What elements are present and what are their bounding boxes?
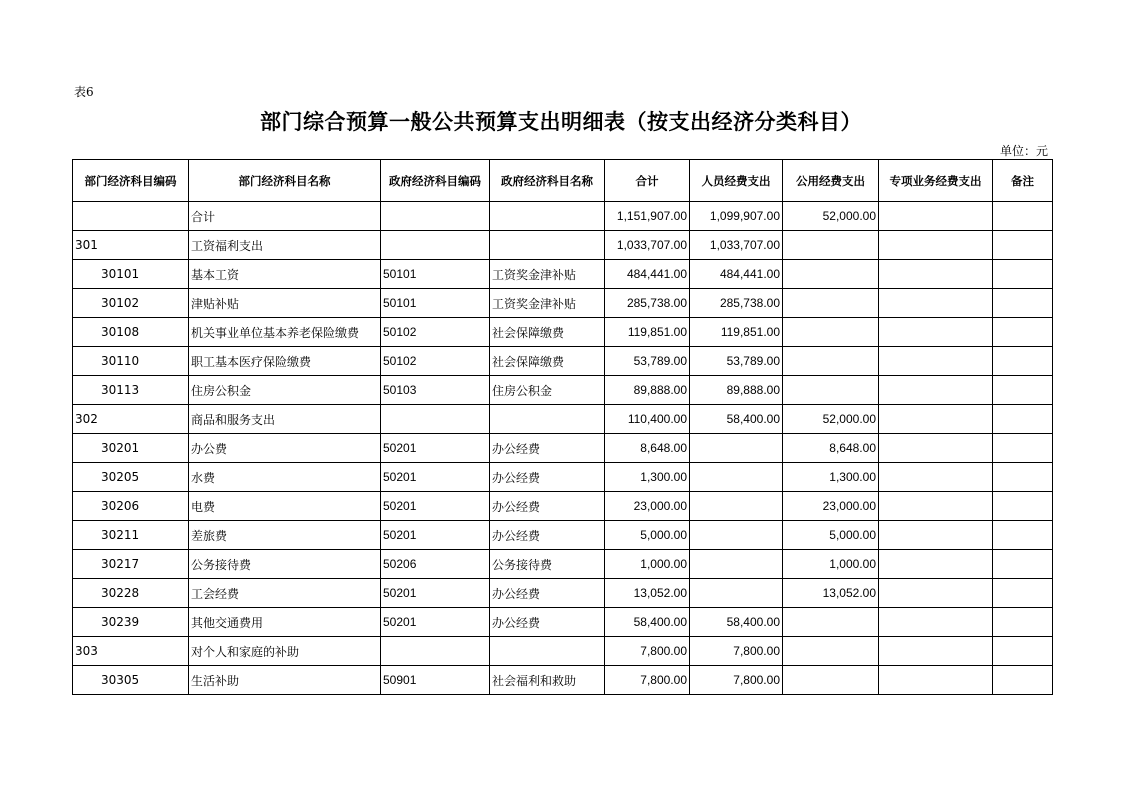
cell-total: 484,441.00 — [605, 260, 690, 289]
cell-gov-name: 住房公积金 — [490, 376, 605, 405]
cell-total: 58,400.00 — [605, 608, 690, 637]
cell-personnel — [690, 434, 783, 463]
cell-gov-code: 50102 — [381, 318, 490, 347]
cell-personnel: 89,888.00 — [690, 376, 783, 405]
cell-personnel: 484,441.00 — [690, 260, 783, 289]
cell-gov-code: 50102 — [381, 347, 490, 376]
table-row — [73, 202, 1053, 231]
page-title: 部门综合预算一般公共预算支出明细表（按支出经济分类科目） — [260, 110, 862, 134]
cell-gov-code: 50201 — [381, 608, 490, 637]
cell-total: 1,151,907.00 — [605, 202, 690, 231]
table-row — [73, 260, 1053, 289]
cell-public: 23,000.00 — [783, 492, 879, 521]
table-row — [73, 463, 1053, 492]
cell-gov-name — [490, 231, 605, 260]
table-row — [73, 608, 1053, 637]
cell-public — [783, 608, 879, 637]
cell-public — [783, 289, 879, 318]
cell-gov-name — [490, 405, 605, 434]
cell-public: 13,052.00 — [783, 579, 879, 608]
cell-public — [783, 376, 879, 405]
cell-personnel: 119,851.00 — [690, 318, 783, 347]
cell-gov-code: 50201 — [381, 463, 490, 492]
cell-gov-code: 50201 — [381, 521, 490, 550]
cell-public: 1,300.00 — [783, 463, 879, 492]
cell-dept-name: 基本工资 — [189, 260, 381, 289]
cell-dept-code: 302 — [73, 405, 189, 434]
cell-note — [993, 608, 1053, 637]
table-row — [73, 434, 1053, 463]
cell-dept-name: 工会经费 — [189, 579, 381, 608]
col-header-special: 专项业务经费支出 — [879, 160, 993, 202]
table-number: 表6 — [74, 85, 94, 99]
cell-total: 8,648.00 — [605, 434, 690, 463]
cell-public: 1,000.00 — [783, 550, 879, 579]
cell-gov-code: 50206 — [381, 550, 490, 579]
cell-personnel — [690, 463, 783, 492]
cell-dept-code: 30205 — [73, 463, 189, 492]
cell-personnel: 1,033,707.00 — [690, 231, 783, 260]
cell-special — [879, 521, 993, 550]
cell-gov-name: 办公经费 — [490, 521, 605, 550]
table-row — [73, 289, 1053, 318]
cell-total: 7,800.00 — [605, 637, 690, 666]
cell-special — [879, 637, 993, 666]
cell-personnel — [690, 521, 783, 550]
cell-public: 52,000.00 — [783, 405, 879, 434]
table-row — [73, 405, 1053, 434]
cell-note — [993, 492, 1053, 521]
cell-dept-code: 30101 — [73, 260, 189, 289]
cell-note — [993, 318, 1053, 347]
cell-public — [783, 231, 879, 260]
cell-dept-name: 水费 — [189, 463, 381, 492]
cell-dept-name: 商品和服务支出 — [189, 405, 381, 434]
cell-total: 1,300.00 — [605, 463, 690, 492]
cell-public: 5,000.00 — [783, 521, 879, 550]
cell-public — [783, 347, 879, 376]
cell-dept-name: 工资福利支出 — [189, 231, 381, 260]
cell-dept-code: 30108 — [73, 318, 189, 347]
col-header-total: 合计 — [605, 160, 690, 202]
cell-special — [879, 608, 993, 637]
cell-dept-name: 公务接待费 — [189, 550, 381, 579]
cell-public — [783, 318, 879, 347]
cell-gov-code: 50201 — [381, 492, 490, 521]
cell-special — [879, 202, 993, 231]
table-row — [73, 376, 1053, 405]
unit-label: 单位：元 — [999, 144, 1048, 158]
cell-dept-code: 30217 — [73, 550, 189, 579]
cell-total: 89,888.00 — [605, 376, 690, 405]
cell-gov-code: 50101 — [381, 260, 490, 289]
cell-gov-code — [381, 405, 490, 434]
cell-gov-name: 办公经费 — [490, 608, 605, 637]
table-row — [73, 637, 1053, 666]
cell-public: 8,648.00 — [783, 434, 879, 463]
cell-total: 110,400.00 — [605, 405, 690, 434]
cell-gov-name: 公务接待费 — [490, 550, 605, 579]
table-row — [73, 318, 1053, 347]
cell-gov-code — [381, 231, 490, 260]
cell-dept-code — [73, 202, 189, 231]
table-row — [73, 521, 1053, 550]
cell-dept-code: 30102 — [73, 289, 189, 318]
cell-gov-name: 办公经费 — [490, 463, 605, 492]
cell-total: 23,000.00 — [605, 492, 690, 521]
cell-personnel: 1,099,907.00 — [690, 202, 783, 231]
cell-personnel — [690, 579, 783, 608]
cell-total: 1,000.00 — [605, 550, 690, 579]
cell-dept-name: 差旅费 — [189, 521, 381, 550]
cell-total: 119,851.00 — [605, 318, 690, 347]
cell-note — [993, 289, 1053, 318]
cell-special — [879, 463, 993, 492]
cell-note — [993, 579, 1053, 608]
cell-public — [783, 666, 879, 695]
cell-public — [783, 637, 879, 666]
cell-dept-code: 30211 — [73, 521, 189, 550]
cell-special — [879, 434, 993, 463]
cell-personnel: 7,800.00 — [690, 666, 783, 695]
cell-gov-name — [490, 202, 605, 231]
table-row — [73, 347, 1053, 376]
cell-gov-code — [381, 202, 490, 231]
cell-special — [879, 376, 993, 405]
cell-personnel — [690, 492, 783, 521]
cell-gov-name: 工资奖金津补贴 — [490, 260, 605, 289]
cell-total: 13,052.00 — [605, 579, 690, 608]
table-row — [73, 492, 1053, 521]
cell-personnel — [690, 550, 783, 579]
cell-special — [879, 550, 993, 579]
cell-note — [993, 202, 1053, 231]
cell-special — [879, 405, 993, 434]
cell-gov-name: 社会福利和救助 — [490, 666, 605, 695]
cell-total: 7,800.00 — [605, 666, 690, 695]
cell-gov-code: 50103 — [381, 376, 490, 405]
cell-personnel: 58,400.00 — [690, 405, 783, 434]
cell-note — [993, 550, 1053, 579]
cell-special — [879, 289, 993, 318]
cell-special — [879, 231, 993, 260]
cell-dept-name: 办公费 — [189, 434, 381, 463]
cell-dept-name: 合计 — [189, 202, 381, 231]
cell-note — [993, 347, 1053, 376]
header-row — [73, 160, 1053, 202]
cell-personnel: 285,738.00 — [690, 289, 783, 318]
cell-dept-code: 30113 — [73, 376, 189, 405]
cell-dept-code: 301 — [73, 231, 189, 260]
cell-dept-code: 30305 — [73, 666, 189, 695]
cell-gov-name: 社会保障缴费 — [490, 347, 605, 376]
cell-dept-code: 30201 — [73, 434, 189, 463]
cell-gov-code: 50101 — [381, 289, 490, 318]
cell-total: 53,789.00 — [605, 347, 690, 376]
cell-gov-name: 社会保障缴费 — [490, 318, 605, 347]
cell-dept-code: 303 — [73, 637, 189, 666]
cell-special — [879, 347, 993, 376]
cell-gov-name: 办公经费 — [490, 492, 605, 521]
cell-dept-code: 30228 — [73, 579, 189, 608]
cell-dept-name: 津贴补贴 — [189, 289, 381, 318]
cell-total: 5,000.00 — [605, 521, 690, 550]
cell-note — [993, 521, 1053, 550]
cell-dept-name: 机关事业单位基本养老保险缴费 — [189, 318, 381, 347]
cell-gov-code: 50901 — [381, 666, 490, 695]
cell-note — [993, 463, 1053, 492]
col-header-gov-name: 政府经济科目名称 — [490, 160, 605, 202]
table-row — [73, 666, 1053, 695]
cell-dept-name: 生活补助 — [189, 666, 381, 695]
cell-note — [993, 376, 1053, 405]
cell-personnel: 58,400.00 — [690, 608, 783, 637]
cell-dept-name: 对个人和家庭的补助 — [189, 637, 381, 666]
cell-note — [993, 434, 1053, 463]
cell-gov-name — [490, 637, 605, 666]
cell-total: 285,738.00 — [605, 289, 690, 318]
cell-dept-name: 电费 — [189, 492, 381, 521]
cell-special — [879, 492, 993, 521]
cell-gov-code: 50201 — [381, 434, 490, 463]
col-header-gov-code: 政府经济科目编码 — [381, 160, 490, 202]
cell-gov-name: 办公经费 — [490, 434, 605, 463]
cell-public: 52,000.00 — [783, 202, 879, 231]
cell-dept-name: 职工基本医疗保险缴费 — [189, 347, 381, 376]
cell-gov-name: 工资奖金津补贴 — [490, 289, 605, 318]
cell-dept-code: 30239 — [73, 608, 189, 637]
cell-special — [879, 318, 993, 347]
cell-gov-code — [381, 637, 490, 666]
cell-dept-name: 住房公积金 — [189, 376, 381, 405]
budget-table — [72, 159, 1053, 695]
cell-special — [879, 579, 993, 608]
cell-dept-name: 其他交通费用 — [189, 608, 381, 637]
cell-note — [993, 637, 1053, 666]
col-header-personnel: 人员经费支出 — [690, 160, 783, 202]
cell-total: 1,033,707.00 — [605, 231, 690, 260]
table-row — [73, 231, 1053, 260]
col-header-note: 备注 — [993, 160, 1053, 202]
cell-public — [783, 260, 879, 289]
cell-note — [993, 260, 1053, 289]
cell-note — [993, 231, 1053, 260]
cell-gov-name: 办公经费 — [490, 579, 605, 608]
cell-special — [879, 260, 993, 289]
table-row — [73, 579, 1053, 608]
cell-personnel: 7,800.00 — [690, 637, 783, 666]
cell-note — [993, 405, 1053, 434]
cell-note — [993, 666, 1053, 695]
cell-dept-code: 30206 — [73, 492, 189, 521]
cell-gov-code: 50201 — [381, 579, 490, 608]
col-header-dept-code: 部门经济科目编码 — [73, 160, 189, 202]
col-header-dept-name: 部门经济科目名称 — [189, 160, 381, 202]
cell-dept-code: 30110 — [73, 347, 189, 376]
table-row — [73, 550, 1053, 579]
col-header-public: 公用经费支出 — [783, 160, 879, 202]
cell-special — [879, 666, 993, 695]
cell-personnel: 53,789.00 — [690, 347, 783, 376]
